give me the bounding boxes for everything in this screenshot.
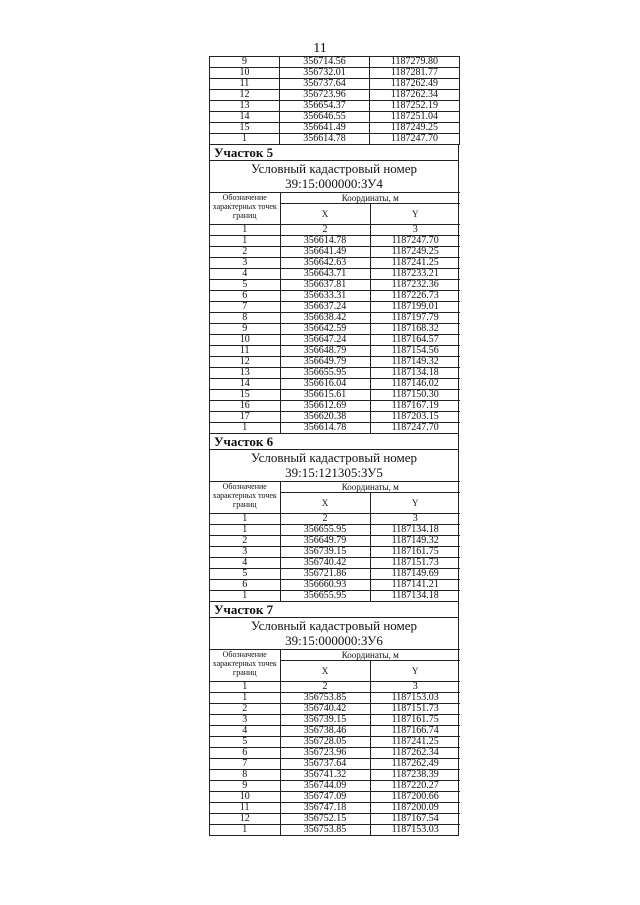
table-row [210, 803, 460, 814]
table-row [210, 247, 460, 258]
coord-y: 1187262.49 [370, 79, 460, 90]
coord-x: 356649.79 [280, 357, 370, 368]
coord-y: 1187238.39 [370, 770, 460, 781]
coord-y: 1187134.18 [370, 591, 460, 602]
coord-x: 356753.85 [280, 825, 370, 836]
table-row [210, 558, 460, 569]
parcel-section [209, 434, 459, 602]
point-number: 13 [210, 368, 280, 379]
parcel-section [209, 145, 459, 434]
table-row [210, 302, 460, 313]
table-row [210, 346, 460, 357]
coord-x: 356643.71 [280, 269, 370, 280]
coord-y: 1187249.25 [370, 247, 460, 258]
cadastral-number: 39:15:121305:ЗУ5 [285, 465, 383, 480]
point-number: 1 [210, 693, 280, 704]
point-number: 3 [210, 715, 280, 726]
coordinates-table [210, 192, 460, 433]
parcel-title: Участок 5 [210, 145, 458, 161]
header-designation: Обозначение характерных точек границ [210, 650, 280, 682]
coord-x: 356612.69 [280, 401, 370, 412]
coord-x: 356655.95 [280, 591, 370, 602]
point-number: 3 [210, 258, 280, 269]
point-number: 8 [210, 313, 280, 324]
table-row [210, 68, 460, 79]
coord-y: 1187141.21 [370, 580, 460, 591]
coord-y: 1187251.04 [370, 112, 460, 123]
table-row [210, 401, 460, 412]
point-number: 11 [210, 79, 280, 90]
coordinates-table [210, 481, 460, 601]
column-number: 2 [280, 682, 370, 693]
point-number: 8 [210, 770, 280, 781]
table-row [210, 412, 460, 423]
coord-y: 1187232.36 [370, 280, 460, 291]
header-x: X [280, 661, 370, 682]
coord-x: 356655.95 [280, 525, 370, 536]
table-row [210, 258, 460, 269]
coord-y: 1187151.73 [370, 704, 460, 715]
coord-y: 1187161.75 [370, 547, 460, 558]
table-row [210, 569, 460, 580]
point-number: 17 [210, 412, 280, 423]
table-row [210, 112, 460, 123]
coord-x: 356615.61 [280, 390, 370, 401]
column-number: 1 [210, 225, 280, 236]
point-number: 4 [210, 558, 280, 569]
header-x: X [280, 493, 370, 514]
coord-x: 356633.31 [280, 291, 370, 302]
coord-x: 356638.42 [280, 313, 370, 324]
coord-y: 1187164.57 [370, 335, 460, 346]
header-designation: Обозначение характерных точек границ [210, 193, 280, 225]
continuation-table [209, 56, 460, 145]
table-row [210, 79, 460, 90]
table-row [210, 770, 460, 781]
parcel-title: Участок 6 [210, 434, 458, 450]
coord-y: 1187220.27 [370, 781, 460, 792]
column-number: 2 [280, 225, 370, 236]
point-number: 6 [210, 580, 280, 591]
table-row [210, 580, 460, 591]
coordinates-document [209, 56, 459, 836]
table-row [210, 379, 460, 390]
coord-x: 356753.85 [280, 693, 370, 704]
coord-x: 356728.05 [280, 737, 370, 748]
cadastral-label: Условный кадастровый номер [250, 161, 418, 176]
coord-y: 1187241.25 [370, 737, 460, 748]
coord-x: 356752.15 [280, 814, 370, 825]
coord-y: 1187203.15 [370, 412, 460, 423]
parcel-section [209, 602, 459, 836]
column-number: 2 [280, 514, 370, 525]
coord-x: 356614.78 [280, 134, 370, 145]
table-row [210, 335, 460, 346]
coord-x: 356647.24 [280, 335, 370, 346]
coord-y: 1187233.21 [370, 269, 460, 280]
coord-x: 356649.79 [280, 536, 370, 547]
point-number: 1 [210, 236, 280, 247]
coord-x: 356648.79 [280, 346, 370, 357]
point-number: 3 [210, 547, 280, 558]
table-row [210, 390, 460, 401]
header-y: Y [370, 661, 460, 682]
column-number-row [210, 682, 460, 693]
coord-x: 356637.81 [280, 280, 370, 291]
point-number: 1 [210, 525, 280, 536]
point-number: 14 [210, 112, 280, 123]
coord-y: 1187149.69 [370, 569, 460, 580]
coord-x: 356740.42 [280, 704, 370, 715]
parcel-title: Участок 7 [210, 602, 458, 618]
coord-x: 356741.32 [280, 770, 370, 781]
table-row [210, 123, 460, 134]
coord-y: 1187200.09 [370, 803, 460, 814]
table-row [210, 536, 460, 547]
point-number: 10 [210, 335, 280, 346]
table-row [210, 693, 460, 704]
table-header-row [210, 193, 460, 204]
table-row [210, 726, 460, 737]
point-number: 7 [210, 302, 280, 313]
column-number-row [210, 225, 460, 236]
point-number: 6 [210, 748, 280, 759]
coord-x: 356642.59 [280, 324, 370, 335]
point-number: 10 [210, 68, 280, 79]
coordinates-table [210, 649, 460, 835]
table-row [210, 591, 460, 602]
coord-y: 1187247.70 [370, 134, 460, 145]
coord-x: 356723.96 [280, 90, 370, 101]
table-row [210, 236, 460, 247]
column-number: 1 [210, 682, 280, 693]
point-number: 11 [210, 803, 280, 814]
table-row [210, 814, 460, 825]
coord-x: 356714.56 [280, 57, 370, 68]
point-number: 1 [210, 825, 280, 836]
table-row [210, 324, 460, 335]
coord-y: 1187161.75 [370, 715, 460, 726]
coord-x: 356744.09 [280, 781, 370, 792]
point-number: 2 [210, 704, 280, 715]
coord-y: 1187167.19 [370, 401, 460, 412]
coord-y: 1187249.25 [370, 123, 460, 134]
table-row [210, 825, 460, 836]
column-number: 1 [210, 514, 280, 525]
header-y: Y [370, 493, 460, 514]
point-number: 15 [210, 390, 280, 401]
cadastral-label: Условный кадастровый номер [250, 450, 418, 465]
column-number: 3 [370, 682, 460, 693]
coord-y: 1187199.01 [370, 302, 460, 313]
table-row [210, 547, 460, 558]
coord-y: 1187252.19 [370, 101, 460, 112]
coord-y: 1187153.03 [370, 693, 460, 704]
point-number: 5 [210, 737, 280, 748]
coord-y: 1187146.02 [370, 379, 460, 390]
coord-x: 356739.15 [280, 547, 370, 558]
header-coordinates: Координаты, м [280, 482, 460, 493]
point-number: 15 [210, 123, 280, 134]
table-row [210, 737, 460, 748]
table-row [210, 57, 460, 68]
table-header-row [210, 650, 460, 661]
coord-y: 1187279.80 [370, 57, 460, 68]
coord-x: 356614.78 [280, 236, 370, 247]
coord-x: 356614.78 [280, 423, 370, 434]
coord-y: 1187166.74 [370, 726, 460, 737]
point-number: 1 [210, 423, 280, 434]
coord-y: 1187149.32 [370, 357, 460, 368]
coord-y: 1187247.70 [370, 236, 460, 247]
coord-y: 1187134.18 [370, 368, 460, 379]
cadastral-number: 39:15:000000:ЗУ6 [285, 633, 383, 648]
table-row [210, 704, 460, 715]
coord-y: 1187262.34 [370, 90, 460, 101]
point-number: 9 [210, 324, 280, 335]
coord-x: 356620.38 [280, 412, 370, 423]
coord-y: 1187154.56 [370, 346, 460, 357]
coord-x: 356655.95 [280, 368, 370, 379]
coord-y: 1187149.32 [370, 536, 460, 547]
coord-x: 356721.86 [280, 569, 370, 580]
table-header-row [210, 482, 460, 493]
table-row [210, 101, 460, 112]
coord-y: 1187262.49 [370, 759, 460, 770]
table-row [210, 357, 460, 368]
coord-x: 356641.49 [280, 247, 370, 258]
coord-x: 356642.63 [280, 258, 370, 269]
table-row [210, 792, 460, 803]
column-number: 3 [370, 225, 460, 236]
table-row [210, 781, 460, 792]
header-x: X [280, 204, 370, 225]
point-number: 12 [210, 90, 280, 101]
point-number: 1 [210, 591, 280, 602]
table-row [210, 423, 460, 434]
coord-y: 1187153.03 [370, 825, 460, 836]
coord-y: 1187150.30 [370, 390, 460, 401]
column-number: 3 [370, 514, 460, 525]
point-number: 9 [210, 781, 280, 792]
coord-y: 1187247.70 [370, 423, 460, 434]
table-row [210, 748, 460, 759]
cadastral-caption [210, 618, 458, 649]
point-number: 2 [210, 247, 280, 258]
parcels-container [209, 145, 459, 836]
table-row [210, 90, 460, 101]
coord-y: 1187197.79 [370, 313, 460, 324]
coord-x: 356747.18 [280, 803, 370, 814]
coord-y: 1187200.66 [370, 792, 460, 803]
point-number: 13 [210, 101, 280, 112]
coord-x: 356737.64 [280, 79, 370, 90]
cadastral-label: Условный кадастровый номер [250, 618, 418, 633]
point-number: 4 [210, 726, 280, 737]
coord-x: 356732.01 [280, 68, 370, 79]
point-number: 1 [210, 134, 280, 145]
coord-y: 1187262.34 [370, 748, 460, 759]
table-row [210, 134, 460, 145]
table-row [210, 525, 460, 536]
coord-x: 356738.46 [280, 726, 370, 737]
table-row [210, 269, 460, 280]
table-row [210, 280, 460, 291]
cadastral-caption [210, 450, 458, 481]
header-coordinates: Координаты, м [280, 193, 460, 204]
coord-x: 356637.24 [280, 302, 370, 313]
coord-x: 356747.09 [280, 792, 370, 803]
table-row [210, 715, 460, 726]
coord-y: 1187134.18 [370, 525, 460, 536]
point-number: 10 [210, 792, 280, 803]
cadastral-number: 39:15:000000:ЗУ4 [285, 176, 383, 191]
point-number: 16 [210, 401, 280, 412]
table-row [210, 759, 460, 770]
cadastral-caption [210, 161, 458, 192]
table-row [210, 313, 460, 324]
point-number: 14 [210, 379, 280, 390]
point-number: 12 [210, 357, 280, 368]
coord-y: 1187167.54 [370, 814, 460, 825]
point-number: 2 [210, 536, 280, 547]
table-row [210, 291, 460, 302]
point-number: 5 [210, 569, 280, 580]
header-designation: Обозначение характерных точек границ [210, 482, 280, 514]
coord-x: 356737.64 [280, 759, 370, 770]
coord-x: 356739.15 [280, 715, 370, 726]
coord-y: 1187168.32 [370, 324, 460, 335]
table-row [210, 368, 460, 379]
coord-y: 1187281.77 [370, 68, 460, 79]
coord-x: 356740.42 [280, 558, 370, 569]
point-number: 4 [210, 269, 280, 280]
point-number: 7 [210, 759, 280, 770]
coord-y: 1187226.73 [370, 291, 460, 302]
point-number: 12 [210, 814, 280, 825]
coord-x: 356654.37 [280, 101, 370, 112]
header-coordinates: Координаты, м [280, 650, 460, 661]
coord-x: 356616.04 [280, 379, 370, 390]
point-number: 6 [210, 291, 280, 302]
point-number: 11 [210, 346, 280, 357]
coord-x: 356660.93 [280, 580, 370, 591]
coord-y: 1187151.73 [370, 558, 460, 569]
column-number-row [210, 514, 460, 525]
coord-x: 356723.96 [280, 748, 370, 759]
coord-x: 356646.55 [280, 112, 370, 123]
coord-y: 1187241.25 [370, 258, 460, 269]
coord-x: 356641.49 [280, 123, 370, 134]
page-number: 11 [313, 41, 327, 56]
point-number: 5 [210, 280, 280, 291]
point-number: 9 [210, 57, 280, 68]
header-y: Y [370, 204, 460, 225]
